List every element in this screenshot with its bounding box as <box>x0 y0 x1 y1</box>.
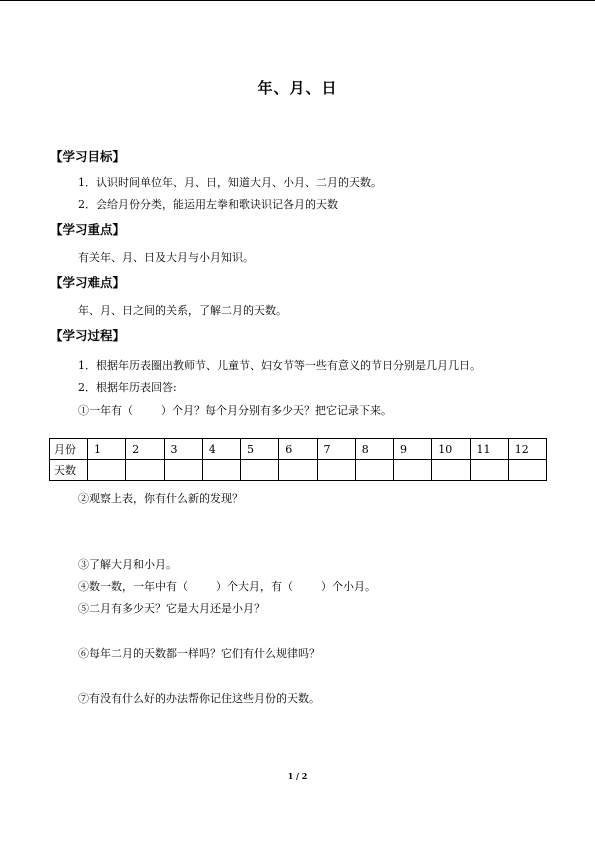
section-heading-process: 【学习过程】 <box>50 328 126 343</box>
days-cell <box>317 460 355 481</box>
month-cell: 11 <box>470 439 508 460</box>
days-cell <box>202 460 240 481</box>
table-row-days <box>50 460 547 481</box>
month-cell: 7 <box>317 439 355 460</box>
days-cell <box>508 460 546 481</box>
question-item: ⑤二月有多少天？它是大月还是小月？ <box>78 602 265 615</box>
page-title: 年、月、日 <box>257 79 338 97</box>
month-cell: 3 <box>164 439 202 460</box>
days-cell <box>279 460 317 481</box>
process-item: 2．根据年历表回答: <box>78 381 177 394</box>
row-label-days: 天数 <box>50 460 88 481</box>
month-cell: 8 <box>355 439 393 460</box>
days-cell <box>164 460 202 481</box>
top-rule <box>0 0 595 1</box>
section-heading-difficulty: 【学习难点】 <box>50 275 126 290</box>
question-item: ⑦有没有什么好的办法帮你记住这些月份的天数。 <box>78 692 320 705</box>
key-point-text: 有关年、月、日及大月与小月知识。 <box>78 251 254 264</box>
section-heading-goals: 【学习目标】 <box>50 149 126 164</box>
question-item: ②观察上表，你有什么新的发现？ <box>78 492 243 505</box>
month-cell: 9 <box>394 439 432 460</box>
days-cell <box>126 460 164 481</box>
month-cell: 10 <box>432 439 470 460</box>
question-item: ④数一数，一年中有（ ）个大月，有（ ）个小月。 <box>78 580 376 593</box>
month-cell: 5 <box>241 439 279 460</box>
days-cell <box>432 460 470 481</box>
goal-item: 1．认识时间单位年、月、日，知道大月、小月、二月的天数。 <box>78 176 382 189</box>
question-item: ③了解大月和小月。 <box>78 558 177 571</box>
page-number: 1 / 2 <box>287 771 308 781</box>
process-item: 1．根据年历表圈出教师节、儿童节、妇女节等一些有意义的节日分别是几月几日。 <box>78 359 481 372</box>
days-cell <box>355 460 393 481</box>
month-cell: 12 <box>508 439 546 460</box>
table-row-months <box>50 439 547 460</box>
row-label-month: 月份 <box>50 439 88 460</box>
process-item: ①一年有（ ）个月？每个月分别有多少天？把它记录下来。 <box>78 404 392 417</box>
days-cell <box>88 460 126 481</box>
difficulty-text: 年、月、日之间的关系，了解二月的天数。 <box>78 304 287 317</box>
month-cell: 6 <box>279 439 317 460</box>
month-cell: 1 <box>88 439 126 460</box>
question-item: ⑥每年二月的天数都一样吗？它们有什么规律吗？ <box>78 647 320 660</box>
month-cell: 4 <box>202 439 240 460</box>
month-cell: 2 <box>126 439 164 460</box>
section-heading-key: 【学习重点】 <box>50 222 126 237</box>
days-cell <box>241 460 279 481</box>
months-days-table <box>49 438 547 481</box>
goal-item: 2．会给月份分类，能运用左拳和歌诀识记各月的天数 <box>78 198 338 211</box>
days-cell <box>470 460 508 481</box>
days-cell <box>394 460 432 481</box>
